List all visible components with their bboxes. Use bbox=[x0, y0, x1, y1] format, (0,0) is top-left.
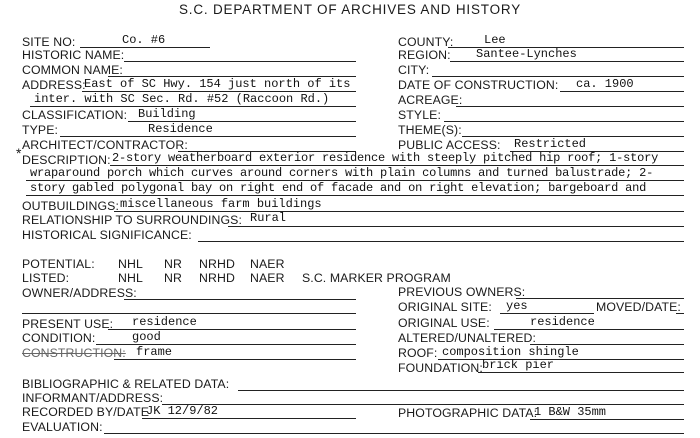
style-line bbox=[444, 121, 684, 122]
listed-label: LISTED: bbox=[22, 271, 70, 285]
historical-significance-line bbox=[198, 241, 684, 242]
foundation-line bbox=[478, 372, 684, 373]
listed-nhl: NHL bbox=[118, 271, 143, 285]
acreage-label: ACREAGE: bbox=[398, 93, 463, 107]
potential-nr: NR bbox=[164, 257, 182, 271]
description-label: DESCRIPTION: bbox=[22, 153, 111, 167]
construction-label: CONSTRUCTION: bbox=[22, 346, 126, 360]
style-label: STYLE: bbox=[398, 108, 441, 122]
listed-nr: NR bbox=[164, 271, 182, 285]
classification-value: Building bbox=[138, 107, 196, 121]
date-of-construction-label: DATE OF CONSTRUCTION: bbox=[398, 78, 559, 92]
themes-label: THEME(S): bbox=[398, 123, 462, 137]
public-access-value: Restricted bbox=[514, 137, 587, 151]
listed-nrhd: NRHD bbox=[199, 271, 235, 285]
listed-naer: NAER bbox=[250, 271, 285, 285]
classification-label: CLASSIFICATION: bbox=[22, 108, 128, 122]
photographic-value: 1 B&W 35mm bbox=[534, 405, 607, 419]
site-no-value: Co. #6 bbox=[122, 33, 166, 47]
present-use-label: PRESENT USE: bbox=[22, 317, 114, 331]
outbuildings-label: OUTBUILDINGS: bbox=[22, 199, 119, 213]
historic-name-label: HISTORIC NAME: bbox=[22, 48, 125, 62]
roof-line bbox=[438, 359, 684, 360]
potential-nhl: NHL bbox=[118, 257, 143, 271]
bibliographic-line bbox=[238, 390, 684, 391]
condition-label: CONDITION: bbox=[22, 331, 96, 345]
owner-address-line-2 bbox=[22, 313, 356, 314]
construction-value: frame bbox=[136, 345, 173, 359]
original-site-line bbox=[500, 313, 594, 314]
city-line bbox=[432, 76, 684, 77]
date-of-construction-value: ca. 1900 bbox=[576, 77, 634, 91]
roof-label: ROOF: bbox=[398, 346, 438, 360]
foundation-label: FOUNDATION: bbox=[398, 361, 483, 375]
original-use-line bbox=[494, 329, 684, 330]
evaluation-line bbox=[104, 433, 684, 434]
outbuildings-value: miscellaneous farm buildings bbox=[120, 197, 322, 211]
description-asterisk: * bbox=[16, 145, 22, 161]
recorded-by-line bbox=[142, 418, 356, 419]
city-label: CITY: bbox=[398, 63, 430, 77]
description-value-line2: wraparound porch which curves around corners with plain columns and turned balustrade; 2- bbox=[30, 166, 654, 180]
bibliographic-label: BIBLIOGRAPHIC & RELATED DATA: bbox=[22, 377, 230, 391]
acreage-line bbox=[456, 106, 684, 107]
recorded-by-label: RECORDED BY/DATE bbox=[22, 405, 150, 419]
historical-significance-label: HISTORICAL SIGNIFICANCE: bbox=[22, 228, 192, 242]
present-use-value: residence bbox=[132, 315, 197, 329]
roof-value: composition shingle bbox=[442, 345, 579, 359]
common-name-label: COMMON NAME: bbox=[22, 63, 123, 77]
description-value-line3: story gabled polygonal bay on right end of facade and on right elevation; bargeboard and bbox=[30, 181, 647, 195]
original-use-label: ORIGINAL USE: bbox=[398, 316, 490, 330]
owner-address-label: OWNER/ADDRESS: bbox=[22, 286, 137, 300]
relationship-value: Rural bbox=[250, 211, 287, 225]
owner-address-line bbox=[124, 299, 356, 300]
moved-date-label: MOVED/DATE: bbox=[596, 300, 681, 314]
moved-date-line bbox=[676, 313, 684, 314]
description-value-line1: 2-story weatherboard exterior residence with steeply pitched hip roof; 1-story bbox=[112, 151, 659, 165]
previous-owners-line bbox=[516, 298, 684, 299]
condition-value: good bbox=[132, 330, 161, 344]
original-site-label: ORIGINAL SITE: bbox=[398, 300, 492, 314]
address-value-line2: inter. with SC Sec. Rd. #52 (Raccoon Rd.) bbox=[34, 92, 330, 106]
historic-name-line bbox=[124, 61, 356, 62]
region-value: Santee-Lynches bbox=[476, 47, 577, 61]
construction-line bbox=[114, 359, 356, 360]
relationship-line bbox=[228, 226, 684, 227]
address-label: ADDRESS: bbox=[22, 78, 86, 92]
original-use-value: residence bbox=[530, 315, 595, 329]
condition-line bbox=[96, 344, 356, 345]
form-title: S.C. DEPARTMENT OF ARCHIVES AND HISTORY bbox=[178, 2, 522, 17]
informant-label: INFORMANT/ADDRESS: bbox=[22, 391, 164, 405]
site-no-label: SITE NO: bbox=[22, 35, 76, 49]
outbuildings-line bbox=[114, 211, 684, 212]
altered-label: ALTERED/UNALTERED: bbox=[398, 331, 537, 345]
recorded-by-value: JK 12/9/82 bbox=[146, 404, 219, 418]
potential-label: POTENTIAL: bbox=[22, 257, 95, 271]
type-label: TYPE: bbox=[22, 123, 59, 137]
type-line bbox=[60, 136, 356, 137]
description-line-3 bbox=[26, 195, 684, 196]
relationship-label: RELATIONSHIP TO SURROUNDINGS: bbox=[22, 213, 242, 227]
evaluation-label: EVALUATION: bbox=[22, 420, 103, 434]
type-value: Residence bbox=[148, 122, 213, 136]
county-value: Lee bbox=[484, 33, 506, 47]
region-label: REGION: bbox=[398, 48, 451, 62]
potential-nrhd: NRHD bbox=[199, 257, 235, 271]
foundation-value: brick pier bbox=[482, 358, 555, 372]
photographic-label: PHOTOGRAPHIC DATA: bbox=[398, 406, 538, 420]
marker-program-label: S.C. MARKER PROGRAM bbox=[302, 271, 451, 285]
county-label: COUNTY: bbox=[398, 35, 454, 49]
date-of-construction-line bbox=[560, 91, 684, 92]
address-value-line1: East of SC Hwy. 154 just north of its bbox=[84, 77, 351, 91]
public-access-label: PUBLIC ACCESS: bbox=[398, 138, 501, 152]
public-access-line bbox=[510, 151, 684, 152]
region-line bbox=[450, 61, 684, 62]
potential-naer: NAER bbox=[250, 257, 285, 271]
original-site-value: yes bbox=[506, 299, 528, 313]
previous-owners-label: PREVIOUS OWNERS: bbox=[398, 285, 526, 299]
photographic-line bbox=[530, 419, 684, 420]
architect-label: ARCHITECT/CONTRACTOR: bbox=[22, 138, 188, 152]
